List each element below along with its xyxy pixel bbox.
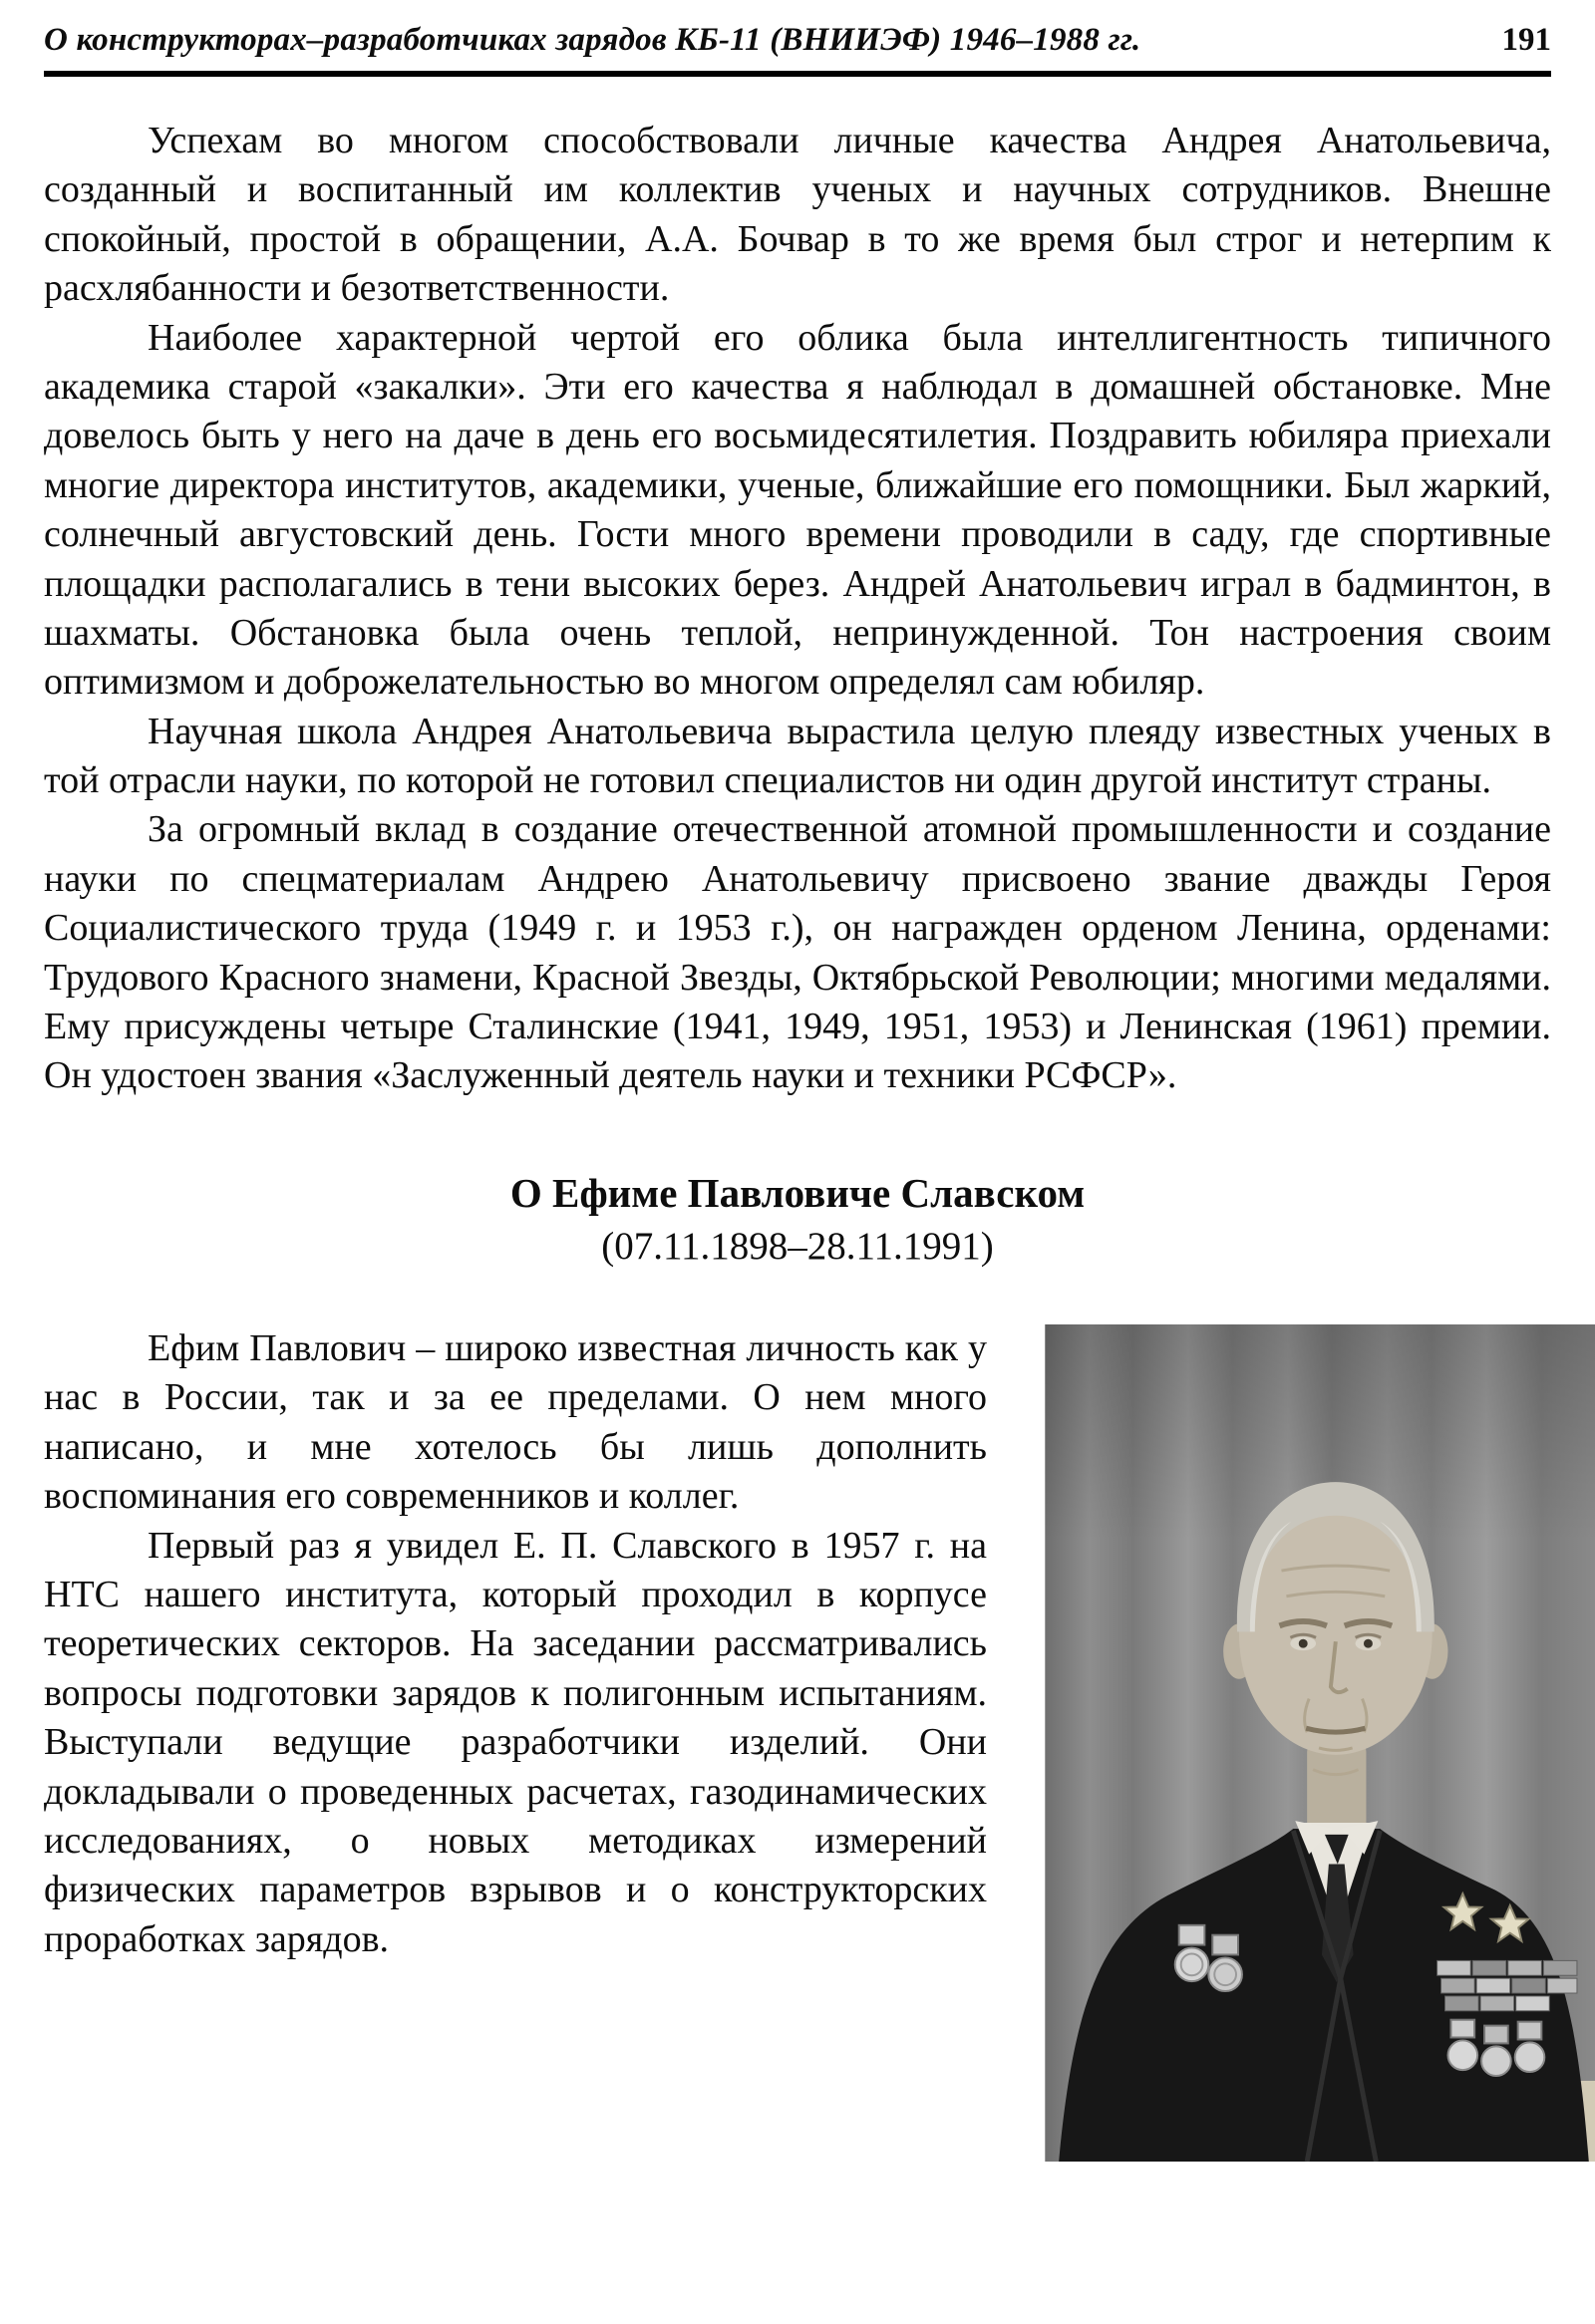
text-column [44,1324,987,2162]
two-column-block [44,1324,1551,2162]
paragraph: Научная школа Андрея Анатольевича вырастила целую плеяду известных ученых в той отрасли науки, по которой не готовил специалистов ни один другой институт страны. [44,710,1551,802]
paragraph: Первый раз я увидел Е. П. Славского в 1957 г. на НТС нашего института, который проходил в корпусе теоретических секторов. На заседании рассматривались вопросы подготовки зарядов к полигонным испытаниям. Выступали ведущие разработчики изделий. Они докладывали о проведенных расчетах, газодинамических исследованиях, о новых методиках измерений физических параметров взрывов и о конструкторских проработках зарядов. [44,1524,987,1960]
portrait-photo [1043,1324,1595,2162]
page-number: 191 [1501,22,1551,58]
paragraph: За огромный вклад в создание отечественной атомной промышленности и создание науки по спецматериалам Андрею Анатольевичу присвоено звание дважды Героя Социалистического труда (1949 г. и 1953 г.), он награжден орденом Ленина, орденами: Трудового Красного знамени, Красной Звезды, Октябрьской Революции; многими медалями. Ему присуждены четыре Сталинские (1941, 1949, 1951, 1953) и Ленинская (1961) премии. Он удостоен звания «Заслуженный деятель науки и техники РСФСР». [44,808,1551,1097]
paragraph: Успехам во многом способствовали личные качества Андрея Анатольевича, созданный и воспитанный им коллектив ученых и научных сотрудников. Внешне спокойный, простой в обращении, А.А. Бочвар в то же время был строг и нетерпим к расхлябанности и безответственности. [44,120,1551,310]
portrait-photo-svg [1043,1324,1595,2162]
page-header [44,22,1551,59]
paragraph: Наиболее характерной чертой его облика была интеллигентность типичного академика старой «закалки». Эти его качества я наблюдал в домашней обстановке. Мне довелось быть у него на даче в день его восьмидесятилетия. Поздравить юбиляра приехали многие директора институтов, академики, ученые, ближайшие его помощники. Был жаркий, солнечный августовский день. Гости много времени проводили в саду, где спортивные площадки располагались в тени высоких берез. Андрей Анатольевич играл в бадминтон, в шахматы. Обстановка была очень теплой, непринужденной. Тон настроения своим оптимизмом и доброжелательностью во многом определял сам юбиляр. [44,316,1551,704]
section-dates: (07.11.1898–28.11.1991) [601,1225,994,1268]
header-rule [44,71,1551,77]
section-heading: О Ефиме Павловиче Славском [509,1169,1086,1216]
page-body [44,117,1551,2162]
running-head: О конструкторах–разработчиках зарядов КБ-11 (ВНИИЭФ) 1946–1988 гг. [44,22,1141,58]
paragraph: Ефим Павлович – широко известная личность как у нас в России, так и за ее пределами. О нем много написано, и мне хотелось бы лишь дополнить воспоминания его современников и коллег. [44,1327,987,1518]
